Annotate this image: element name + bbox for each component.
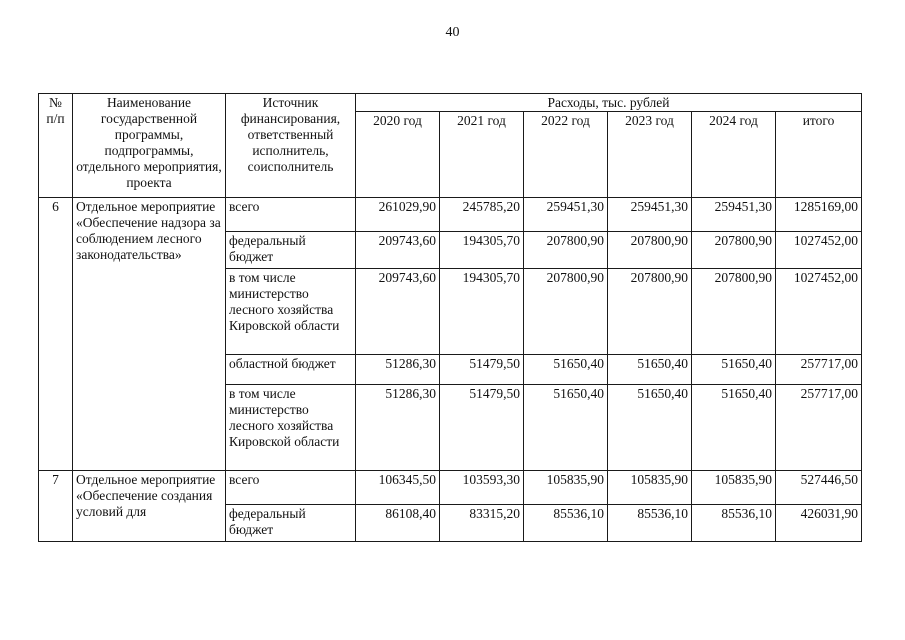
funding-source: федеральный бюджет [226, 505, 356, 542]
value-total: 1285169,00 [776, 198, 862, 232]
header-row [39, 94, 862, 112]
funding-source: федеральный бюджет [226, 232, 356, 269]
value-2020: 261029,90 [356, 198, 440, 232]
header-source: Источник финансирования, ответственный исполнитель, соисполнитель [226, 94, 356, 198]
value-2020: 86108,40 [356, 505, 440, 542]
table-row [39, 471, 862, 505]
value-2023: 259451,30 [608, 198, 692, 232]
value-2020: 51286,30 [356, 355, 440, 385]
value-total: 1027452,00 [776, 232, 862, 269]
value-2021: 194305,70 [440, 269, 524, 355]
value-2022: 51650,40 [524, 385, 608, 471]
value-2024: 105835,90 [692, 471, 776, 505]
value-2022: 105835,90 [524, 471, 608, 505]
funding-source: областной бюджет [226, 355, 356, 385]
header-year-2024: 2024 год [692, 112, 776, 198]
value-2022: 51650,40 [524, 355, 608, 385]
header-year-2022: 2022 год [524, 112, 608, 198]
header-name: Наименование государственной программы, подпрограммы, отдельного мероприятия, проекта [73, 94, 226, 198]
value-2020: 209743,60 [356, 232, 440, 269]
value-2021: 51479,50 [440, 385, 524, 471]
value-2023: 51650,40 [608, 355, 692, 385]
value-2024: 85536,10 [692, 505, 776, 542]
measure-name: Отдельное мероприятие «Обеспечение создания условий для [73, 471, 226, 542]
value-2020: 209743,60 [356, 269, 440, 355]
value-2021: 51479,50 [440, 355, 524, 385]
value-2024: 207800,90 [692, 269, 776, 355]
funding-source: в том числе министерство лесного хозяйства Кировской области [226, 269, 356, 355]
table-row [39, 198, 862, 232]
value-2023: 85536,10 [608, 505, 692, 542]
value-2020: 106345,50 [356, 471, 440, 505]
value-2022: 259451,30 [524, 198, 608, 232]
value-total: 527446,50 [776, 471, 862, 505]
value-2021: 103593,30 [440, 471, 524, 505]
value-2024: 51650,40 [692, 355, 776, 385]
header-year-2023: 2023 год [608, 112, 692, 198]
value-2021: 194305,70 [440, 232, 524, 269]
value-2023: 105835,90 [608, 471, 692, 505]
page-number: 40 [445, 25, 460, 40]
header-expenses: Расходы, тыс. рублей [356, 94, 862, 112]
value-2023: 207800,90 [608, 232, 692, 269]
header-no: № п/п [39, 94, 73, 198]
funding-source: всего [226, 471, 356, 505]
value-total: 257717,00 [776, 355, 862, 385]
value-2021: 83315,20 [440, 505, 524, 542]
value-2024: 51650,40 [692, 385, 776, 471]
value-total: 426031,90 [776, 505, 862, 542]
value-2023: 51650,40 [608, 385, 692, 471]
value-2020: 51286,30 [356, 385, 440, 471]
value-2023: 207800,90 [608, 269, 692, 355]
value-2022: 85536,10 [524, 505, 608, 542]
value-2022: 207800,90 [524, 269, 608, 355]
value-2024: 207800,90 [692, 232, 776, 269]
value-2024: 259451,30 [692, 198, 776, 232]
header-total: итого [776, 112, 862, 198]
row-number: 6 [39, 198, 73, 471]
value-total: 257717,00 [776, 385, 862, 471]
funding-source: в том числе министерство лесного хозяйства Кировской области [226, 385, 356, 471]
value-2021: 245785,20 [440, 198, 524, 232]
measure-name: Отдельное мероприятие «Обеспечение надзора за соблюдением лесного законодательства» [73, 198, 226, 471]
value-2022: 207800,90 [524, 232, 608, 269]
header-year-2021: 2021 год [440, 112, 524, 198]
header-year-2020: 2020 год [356, 112, 440, 198]
value-total: 1027452,00 [776, 269, 862, 355]
row-number: 7 [39, 471, 73, 542]
funding-source: всего [226, 198, 356, 232]
budget-table [38, 93, 862, 542]
